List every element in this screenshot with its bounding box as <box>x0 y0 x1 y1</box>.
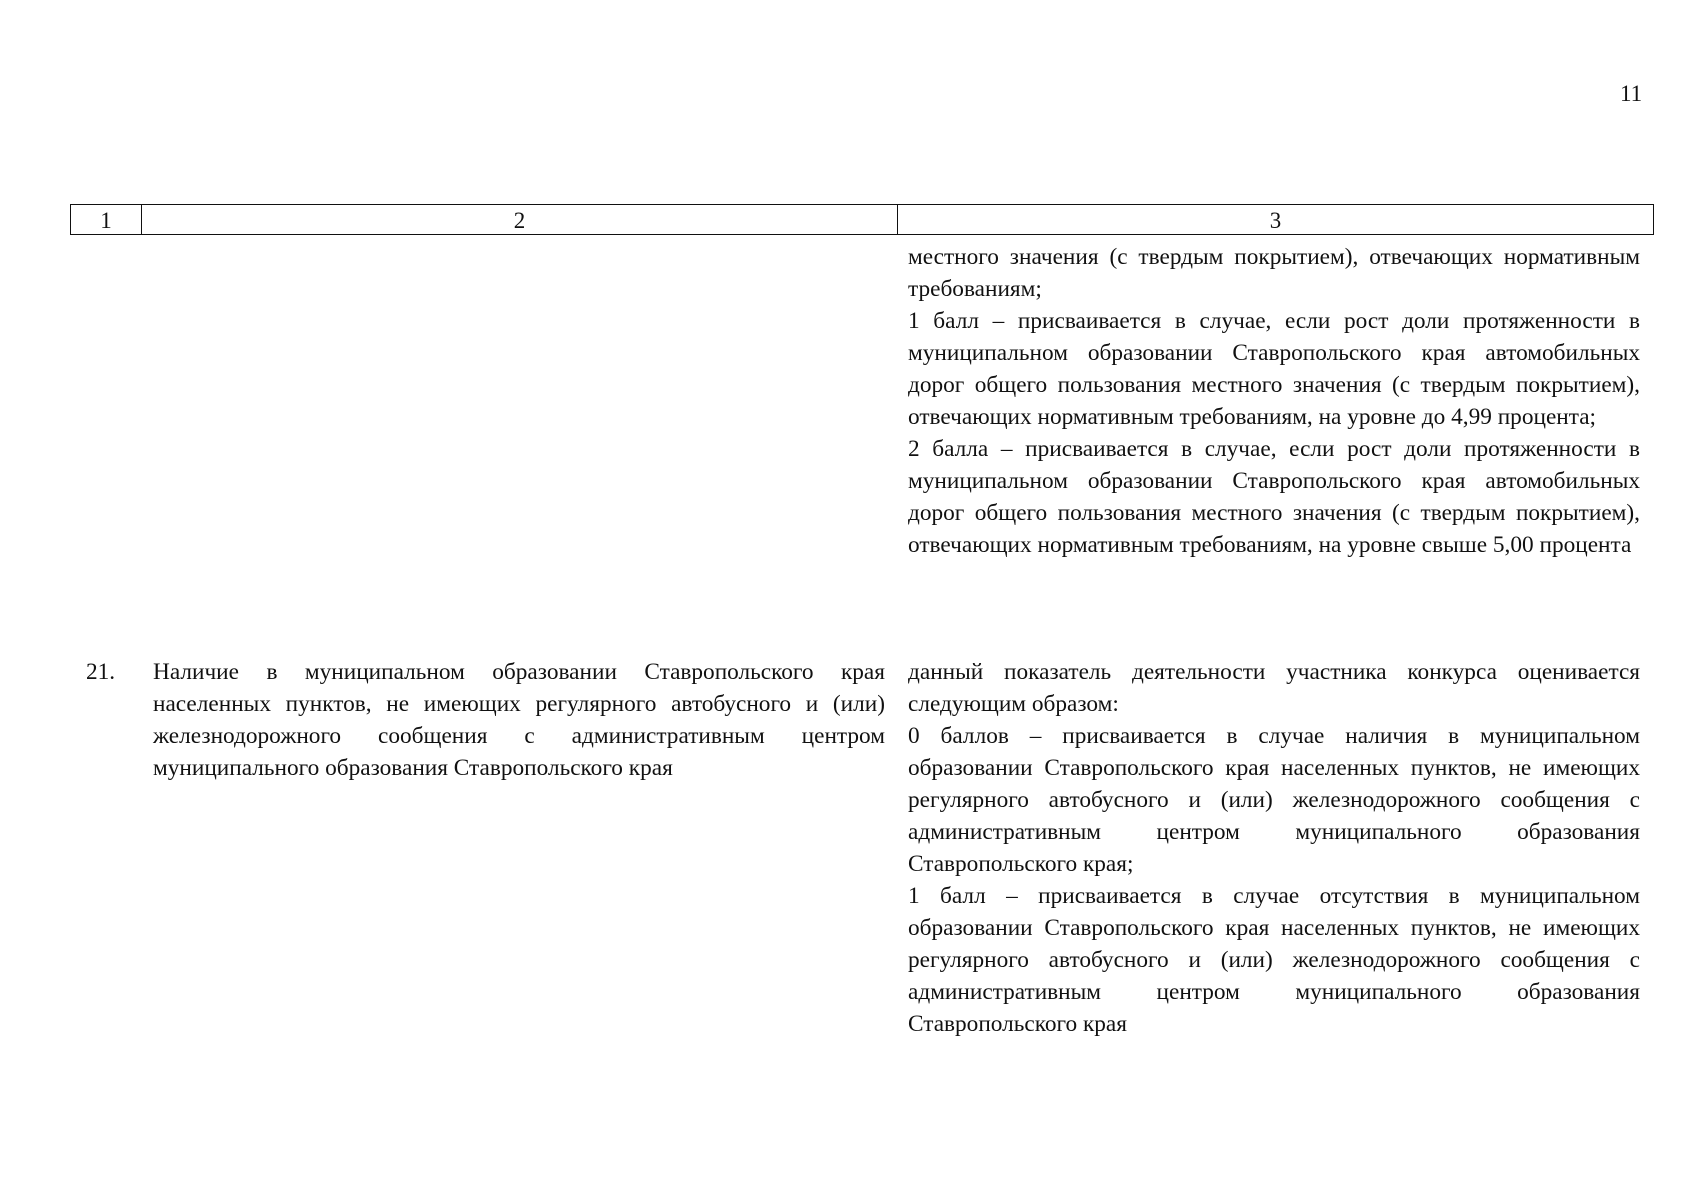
page-number: 11 <box>1620 81 1643 106</box>
indicator-text: Наличие в муниципальном образовании Ставропольского края населенных пунктов, не имеющих регулярного автобусного и (или) железнодорожного сообщения с административным центром муниципального образования Ставропольского края <box>153 659 885 781</box>
evaluation-paragraph: 2 балла – присваивается в случае, если рост доли протяженности в муниципальном образовании Ставропольского края автомобильных дорог общего пользования местного значения (с твердым покрытием), отвечающих нормативным требованиям, на уровне свыше 5,00 процента <box>908 436 1640 558</box>
evaluation-paragraph: данный показатель деятельности участника конкурса оценивается следующим образом: <box>908 659 1640 717</box>
table-header-row <box>70 204 1654 235</box>
row-21-evaluation <box>908 656 1640 1040</box>
evaluation-paragraph: местного значения (с твердым покрытием), отвечающих нормативным требованиям; <box>908 244 1640 302</box>
row-21-indicator <box>153 656 885 784</box>
table-header-col-3: 3 <box>1269 208 1282 233</box>
evaluation-paragraph: 1 балл – присваивается в случае отсутствия в муниципальном образовании Ставропольского края населенных пунктов, не имеющих регулярного автобусного и (или) железнодорожного сообщения с административным центром муниципального образования Ставропольского края <box>908 883 1640 1037</box>
row-21-number: 21. <box>86 659 116 685</box>
evaluation-paragraph: 0 баллов – присваивается в случае наличия в муниципальном образовании Ставропольского края населенных пунктов, не имеющих регулярного автобусного и (или) железнодорожного сообщения с административным центром муниципального образования Ставропольского края; <box>908 723 1640 877</box>
continued-row-evaluation <box>908 241 1640 561</box>
evaluation-paragraph: 1 балл – присваивается в случае, если рост доли протяженности в муниципальном образовании Ставропольского края автомобильных дорог общего пользования местного значения (с твердым покрытием), отвечающих нормативным требованиям, на уровне до 4,99 процента; <box>908 308 1640 430</box>
table-header-col-1: 1 <box>71 205 142 234</box>
table-header-col-2: 2 <box>142 205 898 234</box>
